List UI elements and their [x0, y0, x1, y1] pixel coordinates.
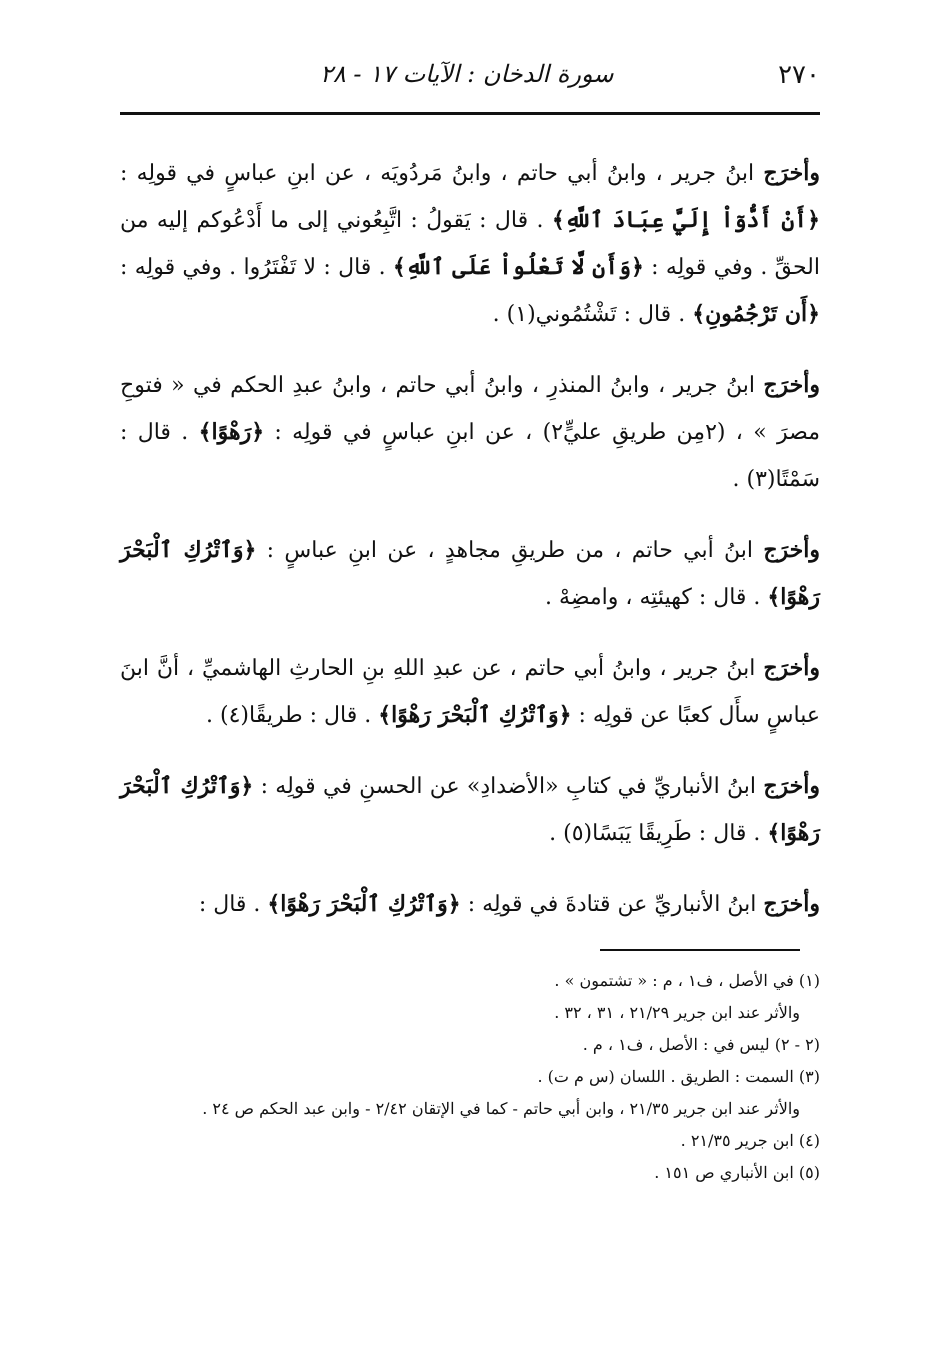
- running-title: سورة الدخان : الآيات ١٧ - ٢٨: [320, 60, 614, 88]
- paragraph-text: ابنُ جرير ، وابنُ المنذرِ ، وابنُ أبي حاتم ، وابنُ عبدِ الحكم في « فتوحِ مصرَ » ، (٢مِن طريقِ عليٍّ٢) ، عن ابنِ عباسٍ في قولِه :: [120, 373, 821, 445]
- paragraph: [120, 362, 820, 503]
- footnote-line: (٥) ابن الأنباري ص ١٥١ .: [654, 1163, 820, 1182]
- paragraph-lead-word: وأخرَج: [763, 537, 820, 563]
- paragraph-text: . قال : سَمْتًا(٣) .: [120, 420, 820, 492]
- paragraph: [120, 645, 820, 739]
- paragraph-text: . قال : لا تَفْتَرُوا . وفي قولِه :: [120, 255, 393, 280]
- paragraph-lead-word: وأخرَج: [763, 891, 820, 917]
- page-header: [120, 60, 820, 100]
- quran-quote: ﴿وَٱتْرُكِ ٱلْبَحْرَ رَهْوًا﴾: [120, 537, 820, 610]
- footnote-line: (٤) ابن جرير ٢١/٣٥ .: [680, 1131, 820, 1150]
- paragraph-text: . قال : طريقًا(٤) .: [206, 703, 379, 728]
- quran-quote: ﴿وَٱتْرُكِ ٱلْبَحْرَ رَهْوًا﴾: [267, 891, 461, 917]
- paragraph-text: . قال :: [198, 892, 268, 917]
- page-number: ٢٧٠: [778, 60, 820, 90]
- paragraph-text: ابنُ جرير ، وابنُ أبي حاتم ، عن عبدِ اللهِ بنِ الحارثِ الهاشميِّ ، أنَّ ابنَ عباسٍ سأَل كعبًا عن قولِه :: [120, 656, 820, 728]
- paragraph-lead-word: وأخرَج: [763, 655, 820, 681]
- footnotes: [120, 965, 820, 1189]
- header-rule: [120, 112, 820, 115]
- quran-quote: ﴿وَٱتْرُكِ ٱلْبَحْرَ رَهْوًا﴾: [378, 702, 572, 728]
- footnote-line: (١) في الأصل ، ف١ ، م : « تشتمون » .: [554, 971, 820, 990]
- paragraph: [120, 881, 820, 928]
- paragraph-text: . قال : تَشْتُمُوني(١) .: [492, 302, 693, 327]
- quran-quote: ﴿أَن تَرْجُمُونِ﴾: [692, 301, 820, 327]
- quran-quote: ﴿رَهْوًا﴾: [198, 419, 265, 445]
- paragraph: [120, 527, 820, 621]
- quran-quote: ﴿وَأَن لَّا تَعْلُواْ عَلَى ٱللَّهِ﴾: [392, 254, 644, 280]
- paragraph-text: . قال : يَقولُ : اتَّبِعُوني إلى ما أَدْعُوكم إليه من الحقِّ . وفي قولِه :: [120, 208, 820, 280]
- footnote-separator: [600, 949, 800, 951]
- paragraph: [120, 763, 820, 857]
- paragraph-lead-word: وأخرَج: [763, 160, 820, 186]
- paragraph-lead-word: وأخرَج: [763, 372, 820, 398]
- quran-quote: ﴿وَٱتْرُكِ ٱلْبَحْرَ رَهْوًا﴾: [120, 773, 820, 846]
- footnote-line: والأثر عند ابن جرير ٢١/٣٥ ، وابن أبي حاتم - كما في الإتقان ٢/٤٢ - وابن عبد الحكم ص ٢٤ .: [202, 1099, 800, 1118]
- quran-quote: ﴿أَنْ أَدُّوٓاْ إِلَيَّ عِبَادَ ٱللَّهِ﴾: [551, 207, 821, 233]
- footnote-line: والأثر عند ابن جرير ٢١/٢٩ ، ٣١ ، ٣٢ .: [554, 1003, 800, 1022]
- paragraph: [120, 150, 820, 338]
- footnote-line: (٢ - ٢) ليس في : الأصل ، ف١ ، م .: [582, 1035, 820, 1054]
- paragraph-text: ابنُ الأنباريِّ عن قتادةَ في قولِه :: [460, 892, 764, 917]
- paragraph-text: . قال : كهيئتِه ، وامضِهْ .: [545, 585, 768, 610]
- paragraph-text: ابنُ جرير ، وابنُ أبي حاتم ، وابنُ مَردُويَه ، عن ابنِ عباسٍ في قولِه :: [120, 161, 764, 186]
- footnote-line: (٣) السمت : الطريق . اللسان (س م ت) .: [537, 1067, 820, 1086]
- paragraph-text: ابنُ أبي حاتم ، من طريقِ مجاهدٍ ، عن ابنِ عباسٍ :: [256, 538, 764, 563]
- paragraph-lead-word: وأخرَج: [763, 773, 821, 799]
- paragraph-text: . قال : طَرِيقًا يَبَسًا(٥) .: [549, 821, 768, 846]
- body-text: [120, 150, 820, 952]
- paragraph-text: ابنُ الأنباريِّ في كتابِ «الأضدادِ» عن الحسنِ في قولِه :: [253, 774, 764, 799]
